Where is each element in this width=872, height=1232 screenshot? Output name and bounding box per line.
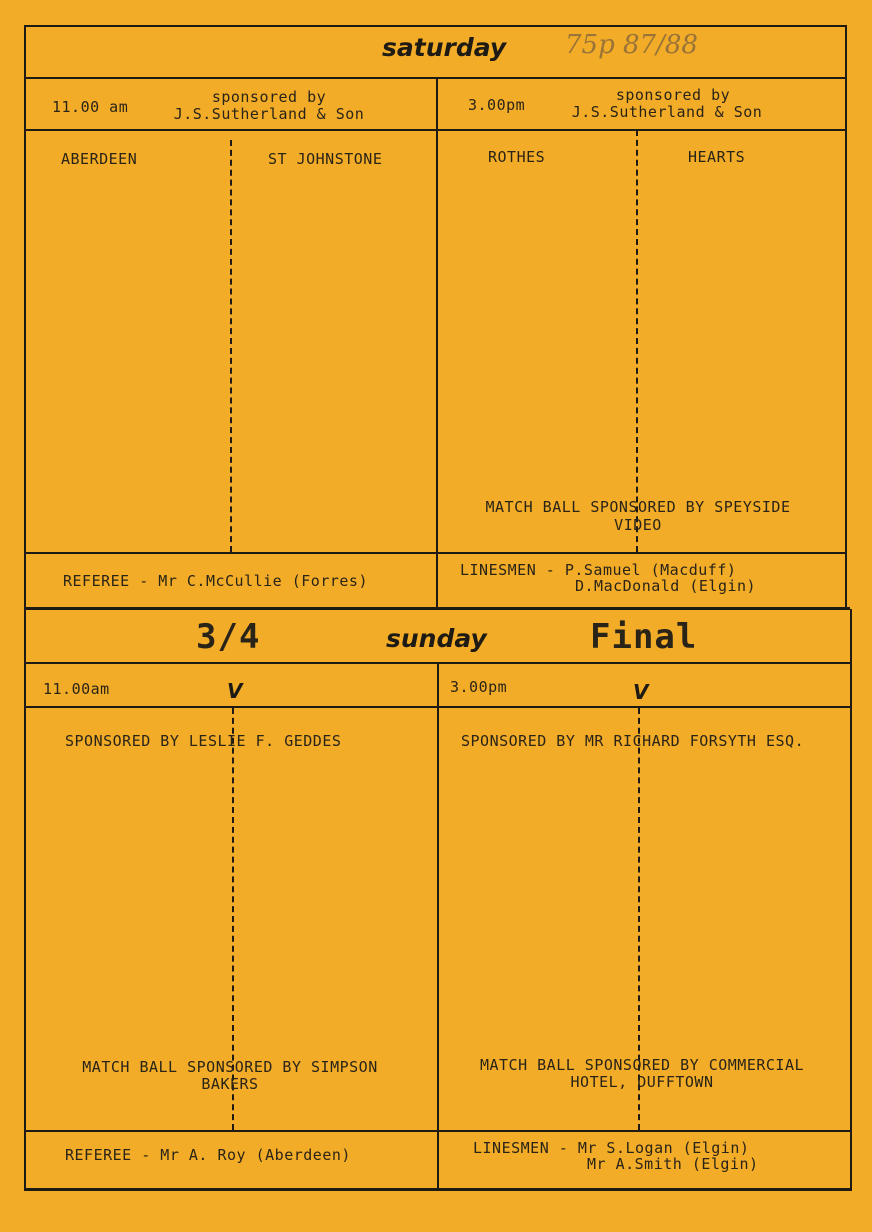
sun-morning-versus: V (227, 679, 243, 703)
semi-final-label: 3/4 (196, 617, 261, 657)
sun-morning-sponsor: SPONSORED BY LESLIE F. GEDDES (65, 732, 342, 750)
sat-matchball-2: VIDEO (614, 516, 662, 534)
team-rothes: ROTHES (488, 148, 546, 166)
sat-afternoon-sponsor-1: sponsored by (615, 86, 731, 104)
sat-morning-time: 11.00 am (52, 98, 129, 116)
sat-morning-sponsor-2: J.S.Sutherland & Son (173, 105, 365, 123)
sat-center-divider (436, 77, 438, 609)
sun-afternoon-matchball-2: HOTEL, DUFFTOWN (570, 1073, 714, 1091)
team-hearts: HEARTS (688, 148, 746, 166)
sun-linesmen-1: LINESMEN - Mr S.Logan (Elgin) (473, 1139, 750, 1157)
sun-afternoon-sponsor: SPONSORED BY MR RICHARD FORSYTH ESQ. (461, 732, 805, 750)
sat-left-dash (230, 140, 232, 552)
final-label: Final (590, 617, 698, 657)
sat-morning-sponsor-1: sponsored by (211, 88, 327, 106)
sun-linesmen-2: Mr A.Smith (Elgin) (587, 1155, 759, 1173)
sun-afternoon-versus: V (633, 680, 649, 704)
handwritten-note: 75p 87/88 (565, 30, 698, 60)
frame-right-lower (850, 609, 852, 1190)
sat-afternoon-sponsor-2: J.S.Sutherland & Son (571, 103, 763, 121)
sun-morning-matchball-1: MATCH BALL SPONSORED BY SIMPSON (82, 1058, 378, 1076)
team-aberdeen: ABERDEEN (61, 150, 138, 168)
sun-center-divider (437, 662, 439, 1190)
sun-afternoon-time: 3.00pm (450, 678, 508, 696)
sun-afternoon-matchball-1: MATCH BALL SPONSORED BY COMMERCIAL (479, 1056, 805, 1074)
sat-referee: REFEREE - Mr C.McCullie (Forres) (63, 572, 368, 590)
team-st-johnstone: ST JOHNSTONE (268, 150, 383, 168)
sat-right-dash (636, 130, 638, 552)
sun-referee: REFEREE - Mr A. Roy (Aberdeen) (65, 1146, 351, 1164)
sat-matchball-1: MATCH BALL SPONSORED BY SPEYSIDE (485, 498, 791, 516)
sun-morning-time: 11.00am (43, 680, 110, 698)
frame-right-upper (845, 25, 847, 609)
saturday-title: saturday (382, 33, 507, 62)
sunday-title: sunday (386, 624, 487, 653)
sun-morning-matchball-2: BAKERS (201, 1075, 259, 1093)
sat-linesmen-2: D.MacDonald (Elgin) (575, 577, 757, 595)
frame-top (24, 25, 846, 27)
sat-linesmen-1: LINESMEN - P.Samuel (Macduff) (460, 561, 737, 579)
sat-afternoon-time: 3.00pm (468, 96, 526, 114)
